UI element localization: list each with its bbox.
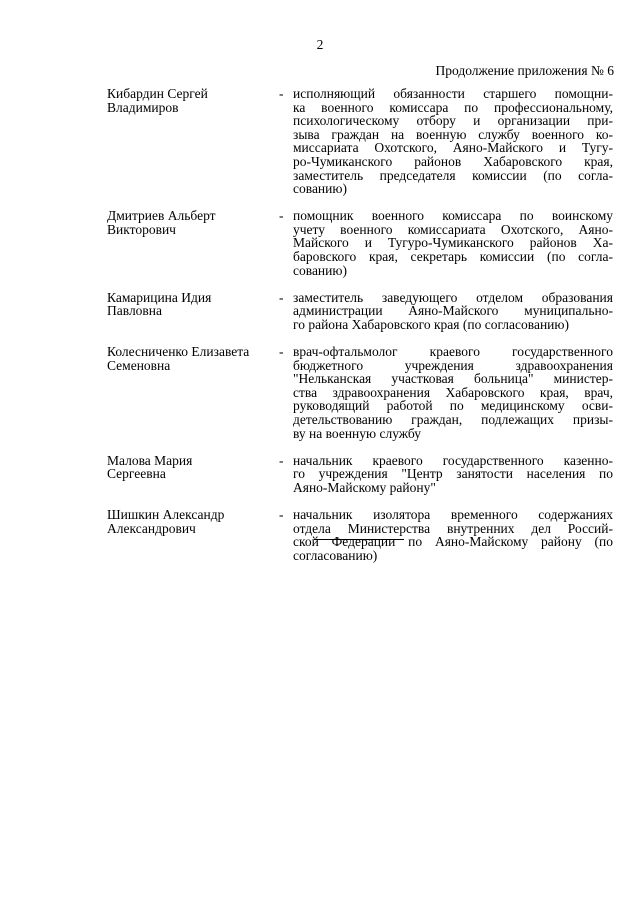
member-name-line: Семеновна xyxy=(107,357,171,373)
member-role xyxy=(293,345,613,440)
member-dash: - xyxy=(279,344,284,359)
member-role xyxy=(293,454,613,495)
member-role xyxy=(293,508,613,562)
page-number: 2 xyxy=(316,37,324,52)
member-role xyxy=(293,291,613,332)
member-role-line: учету военного комиссариата Охотского, Аяно- xyxy=(293,221,613,237)
member-dash: - xyxy=(279,208,284,224)
member-role xyxy=(293,87,613,196)
member-name-line: Кибардин Сергей xyxy=(107,86,208,101)
member-role-line: отдела Министерства внутренних дел Россий- xyxy=(293,520,613,536)
member-name-line: Викторович xyxy=(107,221,176,237)
member-role-line: администрации Аяно-Майского муниципально- xyxy=(293,303,613,319)
member-role-line: миссариата Охотского, Аяно-Майского и Тугу- xyxy=(293,140,613,156)
member-entry xyxy=(107,208,613,278)
member-role-line: начальник изолятора временного содержаниях xyxy=(293,506,613,522)
continuation-header: Продолжение приложения № 6 xyxy=(435,63,614,78)
member-role-line: начальник краевого государственного казенно- xyxy=(293,452,613,468)
member-name-line: Владимиров xyxy=(107,99,179,115)
member-role-line: зыва граждан на военную службу военного ко- xyxy=(293,126,613,142)
member-role-line: Аяно-Майскому району" xyxy=(293,479,436,495)
member-name-line: Колесниченко Елизавета xyxy=(107,344,250,359)
member-entry xyxy=(107,452,613,495)
member-name-line: Дмитриев Альберт xyxy=(107,208,216,224)
member-dash: - xyxy=(279,506,284,522)
member-dash: - xyxy=(279,452,284,468)
member-role-line: Майского и Тугуро-Чумиканского районов Ха- xyxy=(293,235,613,251)
member-role-line: врач-офтальмолог краевого государственного xyxy=(293,344,613,359)
member-role-line: бюджетного учреждения здравоохранения xyxy=(293,357,613,373)
member-name xyxy=(107,345,277,372)
member-role-line: ской Федерации по Аяно-Майскому району (по xyxy=(293,534,613,550)
member-role-line: ка военного комиссара по профессиональному, xyxy=(293,99,613,115)
end-divider xyxy=(314,539,404,540)
member-role-line: баровского края, секретарь комиссии (по согла- xyxy=(293,249,613,265)
member-role-line: исполняющий обязанности старшего помощни- xyxy=(293,86,613,101)
commission-members-list xyxy=(107,86,613,576)
member-role-line: помощник военного комиссара по воинскому xyxy=(293,208,613,224)
member-role-line: го района Хабаровского края (по согласованию) xyxy=(293,316,569,332)
member-name xyxy=(107,508,277,535)
member-dash: - xyxy=(279,289,284,305)
member-role-line: ро-Чумиканского районов Хабаровского края, xyxy=(293,153,613,169)
member-role-line: сованию) xyxy=(293,262,347,278)
member-name-line: Камарицина Идия xyxy=(107,289,212,305)
member-role-line: заместитель заведующего отделом образования xyxy=(293,289,613,305)
member-dash: - xyxy=(279,86,284,101)
member-role-line: сованию) xyxy=(293,181,347,197)
member-name-line: Александрович xyxy=(107,520,196,536)
member-entry xyxy=(107,506,613,563)
member-entry xyxy=(107,344,613,441)
member-entry xyxy=(107,86,613,197)
member-name xyxy=(107,209,277,236)
member-name xyxy=(107,454,277,481)
member-name-line: Малова Мария xyxy=(107,452,193,468)
member-role-line: руководящий работой по медицинскому осви- xyxy=(293,398,613,414)
member-role-line: ства здравоохранения Хабаровского края, врач, xyxy=(293,384,613,400)
member-role-line: го учреждения "Центр занятости населения по xyxy=(293,466,613,482)
member-entry xyxy=(107,289,613,332)
member-role-line: психологическому отбору и организации при- xyxy=(293,113,613,129)
member-role-line: заместитель председателя комиссии (по согла- xyxy=(293,167,613,183)
member-name-line: Павловна xyxy=(107,303,163,319)
member-name-line: Шишкин Александр xyxy=(107,506,225,522)
member-name-line: Сергеевна xyxy=(107,466,166,482)
member-name xyxy=(107,87,277,114)
member-role xyxy=(293,209,613,277)
member-role-line: ву на военную службу xyxy=(293,425,422,441)
member-role-line: "Нельканская участковая больница" министер- xyxy=(293,371,613,387)
member-name xyxy=(107,291,277,318)
member-role-line: согласованию) xyxy=(293,547,378,563)
member-role-line: детельствованию граждан, подлежащих призы- xyxy=(293,411,613,427)
